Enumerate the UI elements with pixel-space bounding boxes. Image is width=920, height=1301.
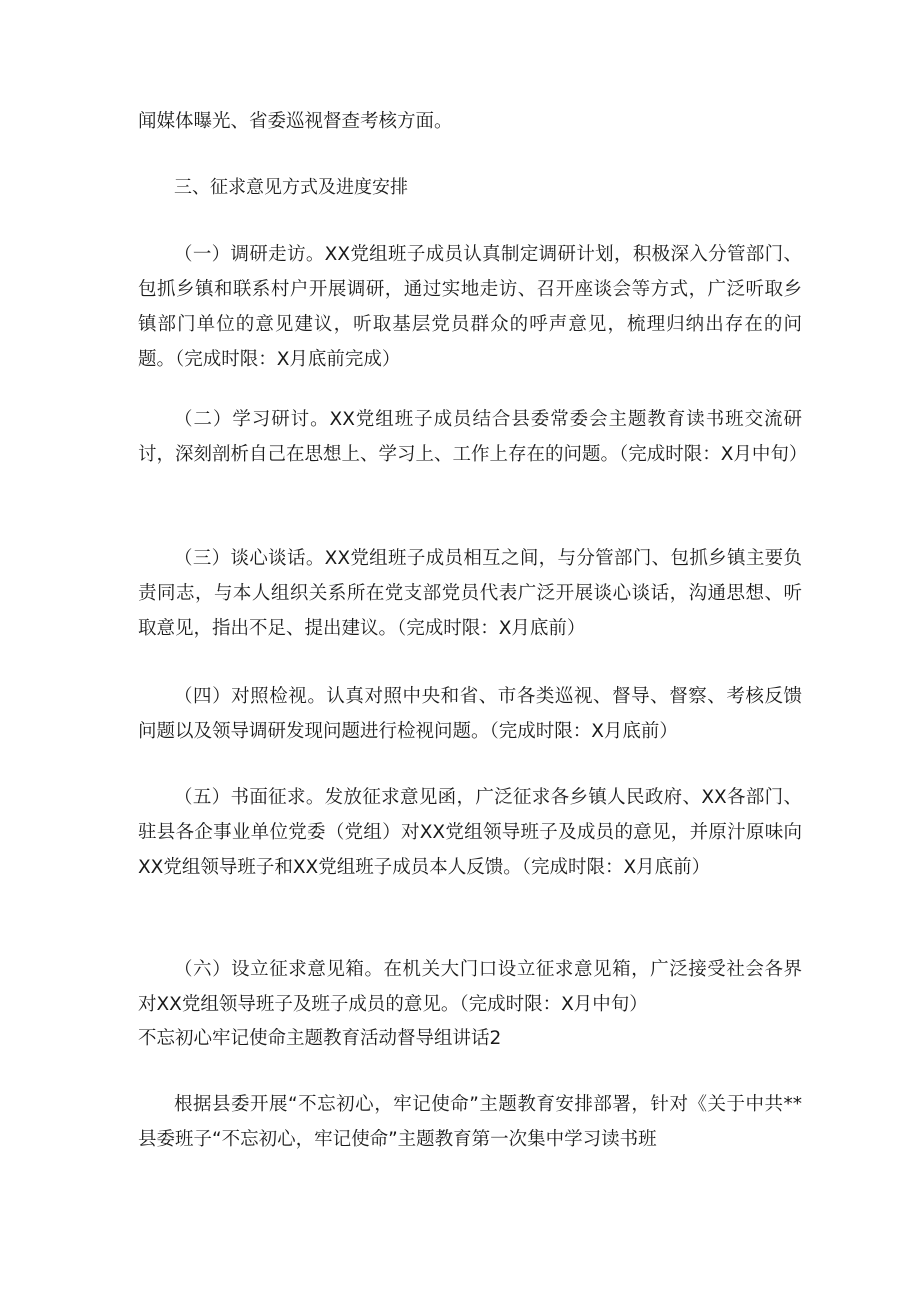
paragraph-2: （二）学习研讨。XX党组班子成员结合县委常委会主题教育读书班交流研讨，深刻剖析自己在思想上、学习上、工作上存在的问题。（完成时限：X月中旬） bbox=[138, 409, 808, 465]
paragraph-4: （四）对照检视。认真对照中央和省、市各类巡视、督导、督察、考核反馈问题以及领导调研发现问题进行检视问题。（完成时限：X月底前） bbox=[138, 686, 802, 742]
section-title: 不忘初心牢记使命主题教育活动督导组讲话2 bbox=[138, 1028, 502, 1049]
paragraph-7: 根据县委开展“不忘初心，牢记使命”主题教育安排部署，针对《关于中共**县委班子“不忘初心，牢记使命”主题教育第一次集中学习读书班 bbox=[138, 1094, 802, 1150]
paragraph-1: （一）调研走访。XX党组班子成员认真制定调研计划，积极深入分管部门、包抓乡镇和联系村户开展调研，通过实地走访、召开座谈会等方式，广泛听取乡镇部门单位的意见建议，听取基层党员群众的呼声意见，梳理归纳出存在的问题。（完成时限：X月底前完成） bbox=[138, 244, 802, 370]
paragraph-5: （五）书面征求。发放征求意见函，广泛征求各乡镇人民政府、XX各部门、驻县各企事业单位党委（党组）对XX党组领导班子及成员的意见，并原汁原味向XX党组领导班子和XX党组班子成员本人反馈。（完成时限：X月底前） bbox=[138, 787, 802, 878]
paragraph-6: （六）设立征求意见箱。在机关大门口设立征求意见箱，广泛接受社会各界对XX党组领导班子及班子成员的意见。（完成时限：X月中旬） bbox=[138, 959, 802, 1015]
paragraph-continuation: 闻媒体曝光、省委巡视督查考核方面。 bbox=[138, 111, 453, 132]
paragraph-3: （三）谈心谈话。XX党组班子成员相互之间，与分管部门、包抓乡镇主要负责同志，与本人组织关系所在党支部党员代表广泛开展谈心谈话，沟通思想、听取意见，指出不足、提出建议。（完成时限：X月底前） bbox=[138, 548, 802, 639]
section-heading: 三、征求意见方式及进度安排 bbox=[174, 177, 408, 198]
